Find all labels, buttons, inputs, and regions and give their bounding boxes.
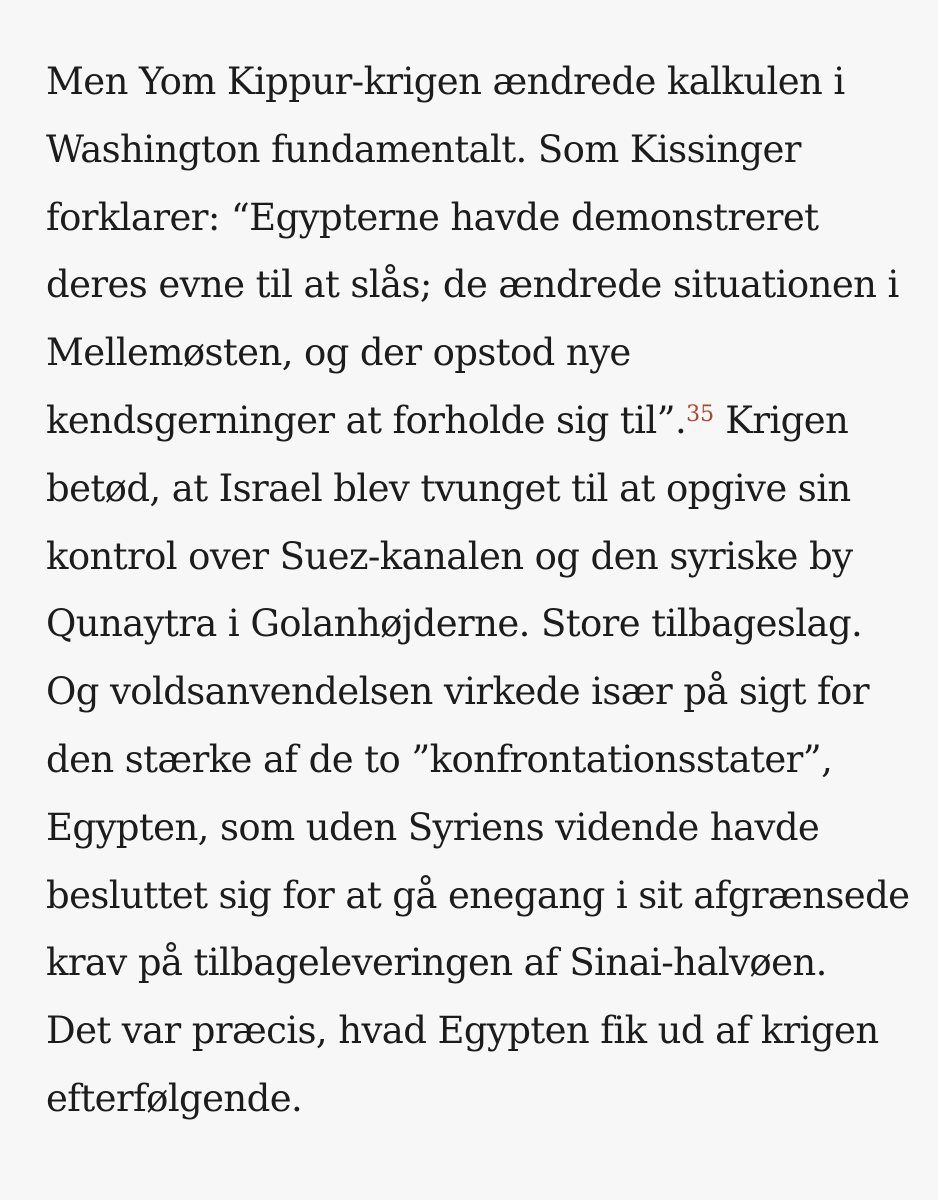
text-line: deres evne til at slås; de ændrede situationen i bbox=[46, 263, 899, 307]
footnote-reference-link[interactable]: 35 bbox=[686, 401, 715, 427]
text-line: krav på tilbageleveringen af Sinai-halvøen. bbox=[46, 941, 827, 985]
text-line: efterfølgende. bbox=[46, 1076, 303, 1120]
text-segment: Krigen bbox=[714, 398, 849, 442]
text-line: Og voldsanvendelsen virkede især på sigt for bbox=[46, 670, 869, 714]
text-line: besluttet sig for at gå enegang i sit afgrænsede bbox=[46, 873, 910, 917]
text-line-with-footnote bbox=[46, 391, 926, 459]
text-line: forklarer: “Egypterne havde demonstreret bbox=[46, 195, 819, 239]
text-line: Men Yom Kippur-krigen ændrede kalkulen i bbox=[46, 60, 845, 103]
text-line: betød, at Israel blev tvunget til at opgive sin bbox=[46, 466, 851, 510]
text-segment: kendsgerninger at forholde sig til”. bbox=[46, 398, 687, 442]
text-line: Washington fundamentalt. Som Kissinger bbox=[46, 127, 801, 171]
text-line: Egypten, som uden Syriens vidende havde bbox=[46, 805, 820, 849]
body-paragraph bbox=[46, 52, 926, 1137]
text-line: Mellemøsten, og der opstod nye bbox=[46, 331, 631, 375]
text-line: kontrol over Suez-kanalen og den syriske by bbox=[46, 534, 853, 578]
text-line: Qunaytra i Golanhøjderne. Store tilbageslag. bbox=[46, 602, 863, 646]
text-line: Det var præcis, hvad Egypten fik ud af krigen bbox=[46, 1009, 879, 1053]
text-line: den stærke af de to ”konfrontationsstater”, bbox=[46, 737, 833, 781]
